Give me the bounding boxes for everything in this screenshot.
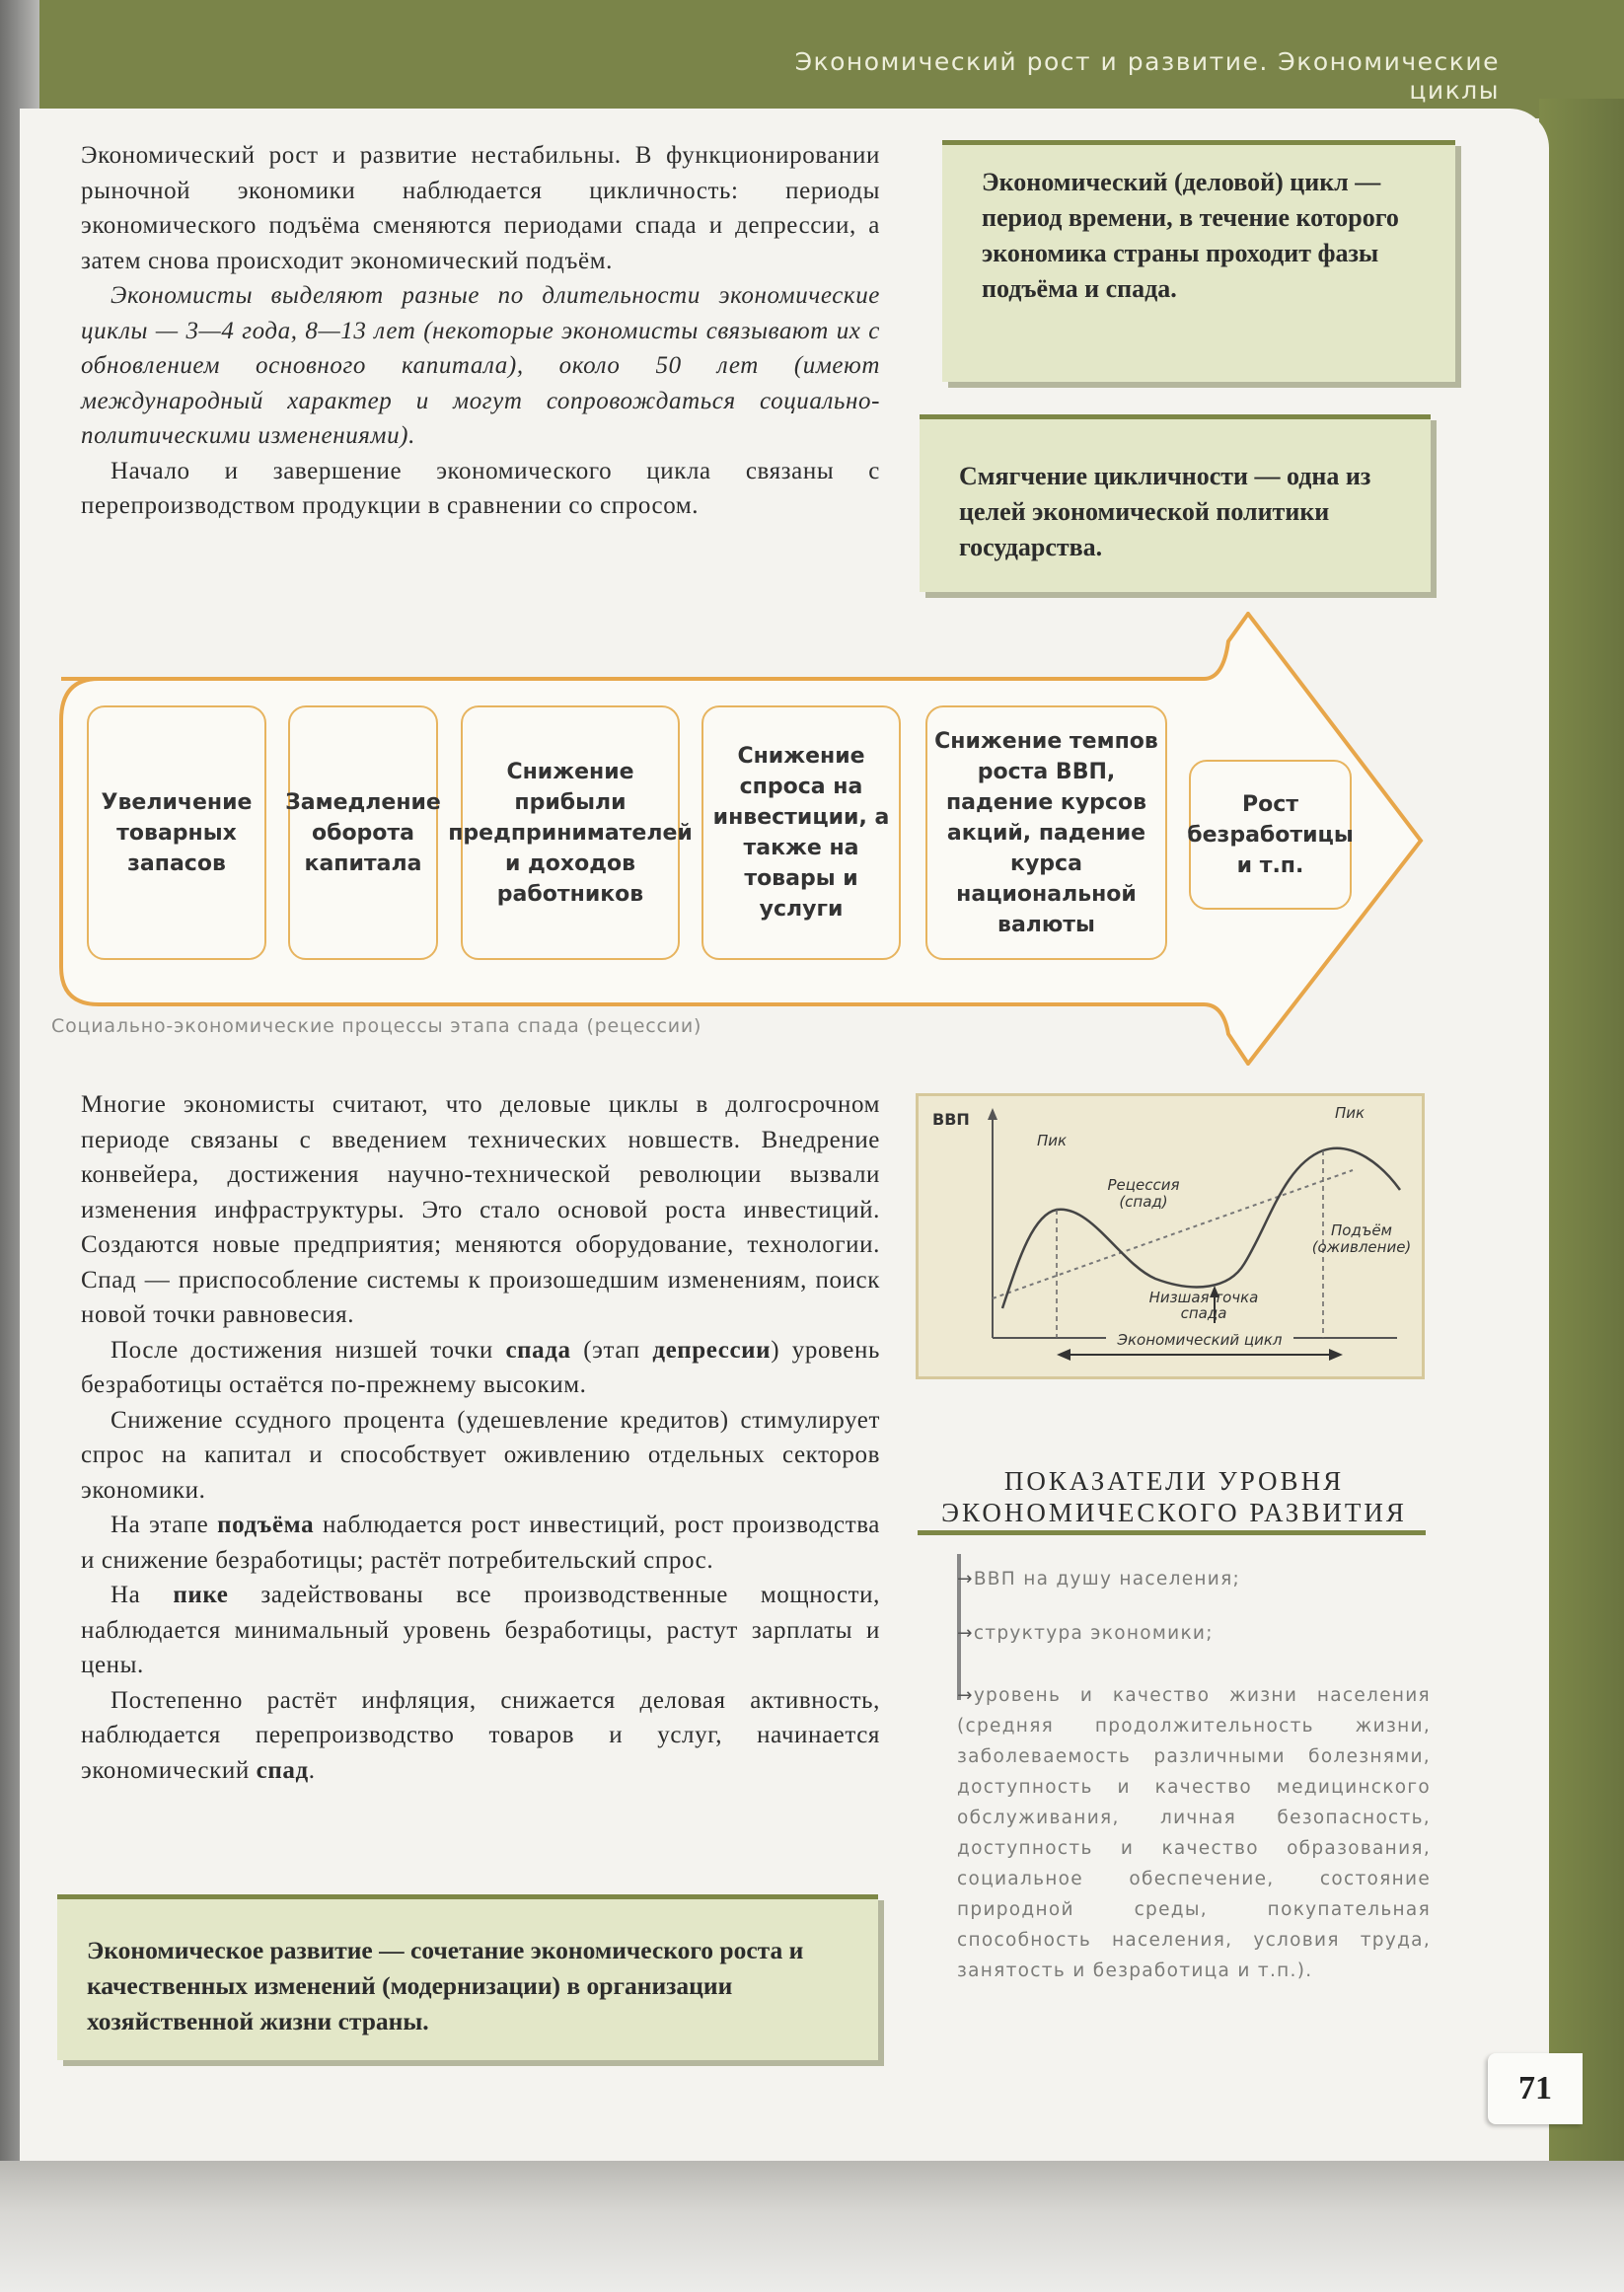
page-number: 71: [1488, 2053, 1583, 2124]
arrow-icon: →: [957, 1569, 974, 1590]
indicator-item: [957, 1564, 1431, 1594]
peak-label-left: Пик: [1037, 1132, 1068, 1149]
bottom-shadow: [0, 2161, 1624, 2292]
process-step-text: Рост безработицы и т.п.: [1187, 791, 1354, 878]
text-run: задействованы все производственные мощности, наблюдается минимальный уровень безработицы, растут зарплаты и цены.: [81, 1582, 881, 1678]
peak-label-right: Пик: [1335, 1104, 1366, 1122]
indicators-title: ПОКАЗАТЕЛИ УРОВНЯ ЭКОНОМИЧЕСКОГО РАЗВИТИЯ: [941, 1466, 1407, 1527]
text-run: Постепенно растёт инфляция, снижается деловая активность, наблюдается перепроизводство товаров и услуг, начинается экономический: [81, 1686, 880, 1784]
main-paragraph: Многие экономисты считают, что деловые циклы в долгосрочном периоде связаны с введением технических новшеств. Внедрение конвейера, достижения научно-технической революции вызвали изменения инфраструктуры. Это стало основой роста инвестиций. Создаются новые предприятия; меняются оборудование, технологии. Спад — приспособление системы к произошедшим изменениям, поиск новой точки равновесия.: [81, 1091, 880, 1328]
arrow-icon: →: [957, 1623, 974, 1644]
term-recession: спада: [505, 1336, 571, 1364]
definition-text: Экономическое развитие — сочетание экономического роста и качественных изменений (модернизации) в организации хозяйственной жизни страны.: [87, 1936, 804, 2035]
text-run: На этапе: [111, 1512, 218, 1538]
indicator-text: структура экономики;: [973, 1623, 1214, 1644]
recovery-label: Подъём (оживление): [1311, 1221, 1412, 1256]
indicator-text: уровень и качество жизни населения (средняя продолжительность жизни, заболеваемость различными болезнями, доступность и качество медицинского обслуживания, личная безопасность, доступность и качество образования, социальное обеспечение, состояние природной среды, покупательная способность населения, условия труда, занятость и безработица и т.п.).: [957, 1685, 1431, 1981]
process-step: [285, 705, 441, 960]
definition-economic-development: [57, 1894, 878, 2060]
cycle-label: Экономический цикл: [1106, 1331, 1293, 1349]
term-peak: пике: [173, 1582, 229, 1608]
process-step-text: Увеличение товарных запасов: [101, 789, 253, 876]
indicator-item: [957, 1680, 1431, 1986]
intro-paragraph: Начало и завершение экономического цикла связаны с перепроизводством продукции в сравнении со спросом.: [81, 457, 880, 519]
intro-paragraph: Экономический рост и развитие нестабильны. В функционировании рыночной экономики наблюдается цикличность: периоды экономического подъёма сменяются периодами спада и депрессии, а затем снова происходит экономический подъём.: [81, 142, 880, 274]
diagram-caption: Социально-экономические процессы этапа спада (рецессии): [51, 1015, 702, 1037]
intro-text: [81, 138, 880, 524]
main-paragraph: Снижение ссудного процента (удешевление кредитов) стимулирует спрос на капитал и способствует оживлению отдельных секторов экономики.: [81, 1406, 880, 1504]
cycle-span-arrow-right: [1329, 1349, 1343, 1361]
term-recovery: подъёма: [217, 1512, 315, 1538]
recession-label: Рецессия (спад): [1107, 1176, 1180, 1211]
indicators-rule: [918, 1530, 1426, 1535]
y-axis-arrowhead: [988, 1108, 997, 1120]
side-band: [1539, 99, 1624, 2161]
process-step-text: Снижение прибыли предпринимателей и доходов работников: [448, 759, 693, 907]
text-run: После достижения низшей точки: [111, 1336, 506, 1364]
arrow-icon: →: [957, 1685, 974, 1706]
indicator-text: ВВП на душу населения;: [973, 1569, 1241, 1590]
indicator-item: [957, 1618, 1431, 1649]
term-recession: спад: [256, 1756, 309, 1784]
text-run: .: [308, 1756, 316, 1784]
process-step-text: Снижение темпов роста ВВП, падение курсов акций, падение курса национальной валюты: [934, 728, 1158, 937]
economic-cycle-chart: [916, 1093, 1425, 1379]
gdp-axis-label: ВВП: [932, 1110, 970, 1129]
main-paragraph: [81, 1333, 880, 1403]
running-header: Экономический рост и развитие. Экономические циклы: [794, 47, 1500, 105]
process-step-text: Замедление оборота капитала: [285, 789, 441, 876]
main-paragraph: [81, 1578, 880, 1683]
definition-smoothing: [920, 414, 1431, 592]
trough-label: Низшая точка спада: [1148, 1289, 1259, 1322]
text-run: На: [111, 1582, 174, 1608]
process-step: [701, 705, 901, 960]
process-step: [87, 705, 266, 960]
term-depression: депрессии: [652, 1336, 772, 1364]
intro-paragraph: Экономисты выделяют разные по длительности экономические циклы — 3—4 года, 8—13 лет (некоторые экономисты связывают их с обновлением основного капитала), около 50 лет (имеют международный характер и могут сопровождаться социально-политическими изменениями).: [81, 282, 880, 449]
main-paragraph: [81, 1508, 880, 1578]
definition-text: Смягчение цикличности — одна из целей экономической политики государства.: [959, 462, 1371, 561]
process-step: [925, 705, 1167, 960]
process-step: [1189, 760, 1352, 910]
main-paragraph: [81, 1683, 880, 1789]
definition-text: Экономический (деловой) цикл — период времени, в течение которого экономика страны проходит фазы подъёма и спада.: [982, 168, 1399, 303]
text-run: наблюдается рост инвестиций, рост производства и снижение безработицы; растёт потребительский спрос.: [81, 1512, 880, 1574]
main-text: [81, 1087, 880, 1788]
text-run: (этап: [570, 1336, 653, 1364]
text-run: ) уровень безработицы остаётся по-прежнему высоким.: [81, 1336, 880, 1398]
process-step-text: Снижение спроса на инвестиции, а также на товары и услуги: [712, 744, 890, 922]
definition-business-cycle: [942, 140, 1455, 382]
cycle-span-arrow-left: [1057, 1349, 1070, 1361]
process-step: [448, 705, 693, 960]
